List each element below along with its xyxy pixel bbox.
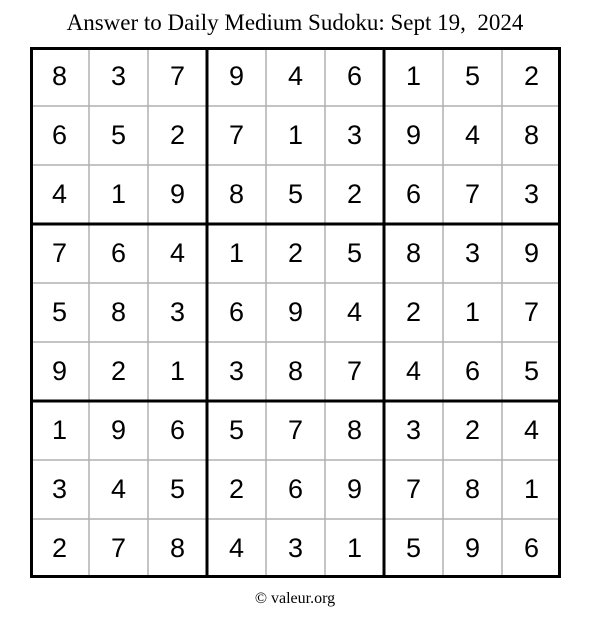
sudoku-cell: 7 — [405, 474, 422, 504]
sudoku-cell: 8 — [523, 120, 540, 150]
sudoku-cell: 7 — [464, 179, 481, 209]
sudoku-cell: 6 — [228, 297, 245, 327]
sudoku-cell: 9 — [523, 238, 540, 268]
sudoku-cell: 5 — [346, 238, 363, 268]
sudoku-gridlines — [30, 47, 561, 578]
sudoku-cell: 2 — [346, 179, 363, 209]
sudoku-cell: 5 — [405, 533, 422, 563]
sudoku-cell: 2 — [110, 356, 127, 386]
sudoku-cell: 4 — [346, 297, 363, 327]
sudoku-cell: 2 — [464, 415, 481, 445]
sudoku-cell: 6 — [51, 120, 68, 150]
sudoku-cell: 5 — [169, 474, 186, 504]
sudoku-cell: 6 — [405, 179, 422, 209]
sudoku-cell: 1 — [523, 474, 540, 504]
sudoku-cell: 9 — [287, 297, 304, 327]
sudoku-cell: 6 — [110, 238, 127, 268]
copyright-footer: © valeur.org — [254, 590, 336, 607]
sudoku-cell: 7 — [346, 356, 363, 386]
sudoku-cell: 9 — [169, 179, 186, 209]
sudoku-cell: 4 — [228, 533, 245, 563]
sudoku-cell: 5 — [523, 356, 540, 386]
sudoku-cell: 7 — [169, 61, 186, 91]
sudoku-cell: 8 — [405, 238, 422, 268]
sudoku-cell: 2 — [405, 297, 422, 327]
sudoku-cell: 6 — [464, 356, 481, 386]
sudoku-cell: 3 — [287, 533, 304, 563]
sudoku-cell: 4 — [287, 61, 304, 91]
sudoku-cell: 8 — [346, 415, 363, 445]
sudoku-cell: 7 — [287, 415, 304, 445]
sudoku-cell: 5 — [228, 415, 245, 445]
sudoku-cell: 9 — [110, 415, 127, 445]
sudoku-cell: 2 — [287, 238, 304, 268]
sudoku-cell: 7 — [110, 533, 127, 563]
sudoku-cell: 1 — [464, 297, 481, 327]
sudoku-cell: 8 — [110, 297, 127, 327]
sudoku-cell: 6 — [346, 61, 363, 91]
sudoku-cell: 4 — [523, 415, 540, 445]
sudoku-cell: 4 — [110, 474, 127, 504]
sudoku-cell: 9 — [228, 61, 245, 91]
sudoku-cell: 7 — [51, 238, 68, 268]
sudoku-cell: 3 — [346, 120, 363, 150]
sudoku-cell: 9 — [51, 356, 68, 386]
sudoku-cell: 8 — [464, 474, 481, 504]
sudoku-cell: 6 — [287, 474, 304, 504]
sudoku-cell: 5 — [464, 61, 481, 91]
page-title: Answer to Daily Medium Sudoku: Sept 19, 2024 — [66, 10, 524, 35]
sudoku-cell: 4 — [169, 238, 186, 268]
sudoku-cell: 3 — [228, 356, 245, 386]
sudoku-cell: 1 — [405, 61, 422, 91]
sudoku-cell: 1 — [51, 415, 68, 445]
sudoku-cell: 4 — [464, 120, 481, 150]
sudoku-cell: 8 — [228, 179, 245, 209]
sudoku-cell: 3 — [523, 179, 540, 209]
sudoku-cell: 3 — [51, 474, 68, 504]
sudoku-cell: 7 — [228, 120, 245, 150]
sudoku-cell: 3 — [464, 238, 481, 268]
sudoku-cell: 1 — [110, 179, 127, 209]
sudoku-cell: 4 — [51, 179, 68, 209]
sudoku-cell: 5 — [287, 179, 304, 209]
sudoku-cell: 3 — [169, 297, 186, 327]
sudoku-cell: 2 — [51, 533, 68, 563]
sudoku-cell: 6 — [169, 415, 186, 445]
sudoku-cell: 2 — [169, 120, 186, 150]
sudoku-cell: 4 — [405, 356, 422, 386]
sudoku-cell: 2 — [523, 61, 540, 91]
sudoku-cell: 1 — [287, 120, 304, 150]
sudoku-cell: 9 — [405, 120, 422, 150]
sudoku-cell: 3 — [405, 415, 422, 445]
sudoku-board — [30, 47, 561, 578]
sudoku-cell: 1 — [169, 356, 186, 386]
sudoku-cell: 2 — [228, 474, 245, 504]
sudoku-cell: 5 — [51, 297, 68, 327]
sudoku-cell: 8 — [287, 356, 304, 386]
sudoku-cell: 9 — [346, 474, 363, 504]
sudoku-cell: 7 — [523, 297, 540, 327]
sudoku-cell: 1 — [228, 238, 245, 268]
sudoku-cell: 6 — [523, 533, 540, 563]
sudoku-cell: 9 — [464, 533, 481, 563]
sudoku-cell: 5 — [110, 120, 127, 150]
sudoku-cell: 8 — [169, 533, 186, 563]
sudoku-cell: 8 — [51, 61, 68, 91]
sudoku-cell: 3 — [110, 61, 127, 91]
sudoku-cell: 1 — [346, 533, 363, 563]
